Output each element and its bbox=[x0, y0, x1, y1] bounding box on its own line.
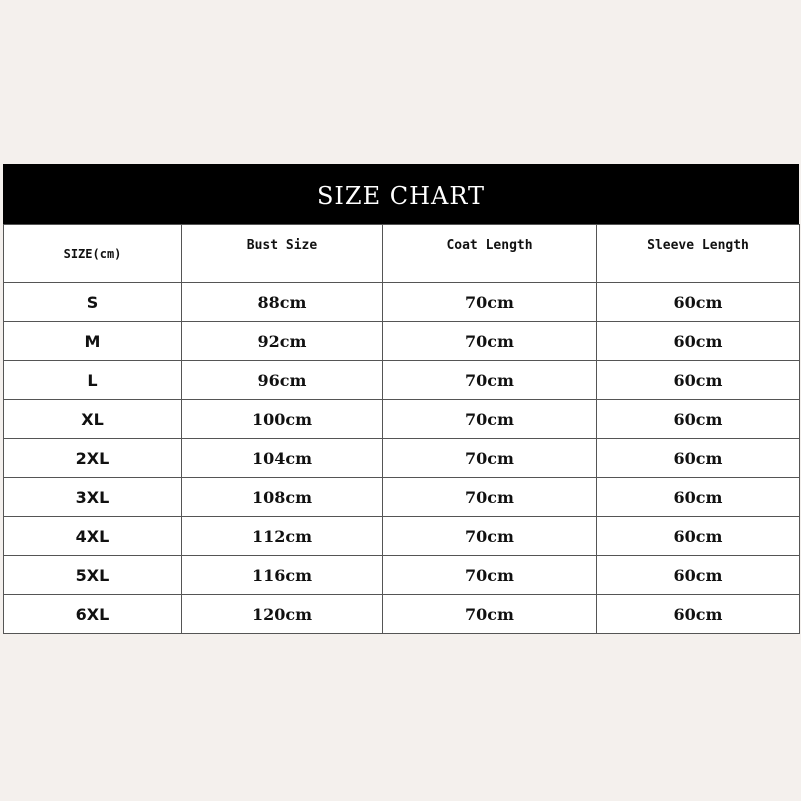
table-row bbox=[4, 400, 800, 439]
sleeve-cell: 60cm bbox=[597, 595, 800, 634]
header-bust-size: Bust Size bbox=[182, 225, 383, 283]
header-row bbox=[4, 225, 800, 283]
bust-cell: 108cm bbox=[182, 478, 383, 517]
sleeve-cell: 60cm bbox=[597, 556, 800, 595]
table-row bbox=[4, 322, 800, 361]
bust-cell: 112cm bbox=[182, 517, 383, 556]
header-size: SIZE(cm) bbox=[4, 225, 182, 283]
sleeve-cell: 60cm bbox=[597, 283, 800, 322]
bust-cell: 92cm bbox=[182, 322, 383, 361]
header-coat-length: Coat Length bbox=[383, 225, 597, 283]
size-cell: S bbox=[4, 283, 182, 322]
bust-cell: 88cm bbox=[182, 283, 383, 322]
size-cell: 4XL bbox=[4, 517, 182, 556]
sleeve-cell: 60cm bbox=[597, 400, 800, 439]
coat-cell: 70cm bbox=[383, 400, 597, 439]
coat-cell: 70cm bbox=[383, 361, 597, 400]
table-row bbox=[4, 478, 800, 517]
table-row bbox=[4, 517, 800, 556]
coat-cell: 70cm bbox=[383, 595, 597, 634]
coat-cell: 70cm bbox=[383, 322, 597, 361]
coat-cell: 70cm bbox=[383, 478, 597, 517]
sleeve-cell: 60cm bbox=[597, 439, 800, 478]
table-row bbox=[4, 361, 800, 400]
bust-cell: 96cm bbox=[182, 361, 383, 400]
coat-cell: 70cm bbox=[383, 517, 597, 556]
coat-cell: 70cm bbox=[383, 283, 597, 322]
size-cell: 2XL bbox=[4, 439, 182, 478]
table-row bbox=[4, 556, 800, 595]
size-cell: 5XL bbox=[4, 556, 182, 595]
size-cell: XL bbox=[4, 400, 182, 439]
size-table bbox=[3, 224, 800, 634]
coat-cell: 70cm bbox=[383, 556, 597, 595]
sleeve-cell: 60cm bbox=[597, 322, 800, 361]
bust-cell: 104cm bbox=[182, 439, 383, 478]
size-chart-title: SIZE CHART bbox=[3, 164, 799, 224]
table-row bbox=[4, 595, 800, 634]
size-cell: 3XL bbox=[4, 478, 182, 517]
sleeve-cell: 60cm bbox=[597, 361, 800, 400]
table-row bbox=[4, 439, 800, 478]
size-cell: L bbox=[4, 361, 182, 400]
bust-cell: 120cm bbox=[182, 595, 383, 634]
coat-cell: 70cm bbox=[383, 439, 597, 478]
size-cell: 6XL bbox=[4, 595, 182, 634]
size-chart-table bbox=[3, 164, 799, 634]
header-sleeve-length: Sleeve Length bbox=[597, 225, 800, 283]
size-cell: M bbox=[4, 322, 182, 361]
bust-cell: 116cm bbox=[182, 556, 383, 595]
sleeve-cell: 60cm bbox=[597, 517, 800, 556]
bust-cell: 100cm bbox=[182, 400, 383, 439]
table-row bbox=[4, 283, 800, 322]
sleeve-cell: 60cm bbox=[597, 478, 800, 517]
